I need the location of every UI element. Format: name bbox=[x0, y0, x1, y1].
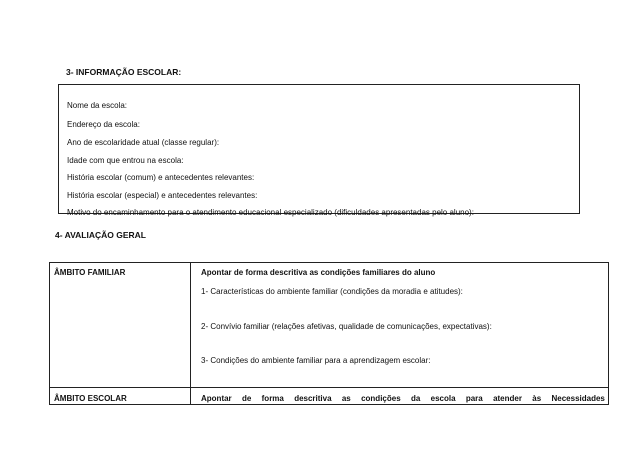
school-info-box bbox=[58, 84, 580, 217]
escolar-intro-word: para bbox=[465, 394, 483, 403]
column-divider bbox=[190, 263, 191, 404]
special-school-history-field: História escolar (especial) e antecedentes relevantes: bbox=[67, 191, 258, 200]
school-year-field: Ano de escolaridade atual (classe regular): bbox=[67, 138, 220, 147]
school-address-field: Endereço da escola: bbox=[67, 120, 140, 129]
familiar-item-2: 2- Convívio familiar (relações afetivas, qualidade de comunicações, expectativas): bbox=[201, 322, 492, 331]
school-name-field: Nome da escola: bbox=[67, 101, 128, 110]
escolar-intro-word: condições bbox=[361, 394, 401, 403]
evaluation-table bbox=[49, 262, 609, 405]
escolar-label: ÂMBITO ESCOLAR bbox=[54, 394, 127, 403]
escolar-intro-word: de bbox=[241, 394, 252, 403]
section-3-title: 3- INFORMAÇÃO ESCOLAR: bbox=[66, 67, 182, 77]
escolar-intro-word: às bbox=[532, 394, 542, 403]
escolar-intro bbox=[201, 394, 605, 403]
referral-reason-field: Motivo do encaminhamento para o atendimento educacional especializado (dificuldades apresentadas pelo aluno): bbox=[67, 208, 474, 217]
familiar-item-3: 3- Condições do ambiente familiar para a aprendizagem escolar: bbox=[201, 356, 431, 365]
escolar-intro-word: da bbox=[410, 394, 421, 403]
escolar-intro-word: Apontar bbox=[201, 394, 232, 403]
familiar-item-1: 1- Características do ambiente familiar (condições da moradia e atitudes): bbox=[201, 287, 463, 296]
familiar-intro: Apontar de forma descritiva as condições familiares do aluno bbox=[201, 268, 436, 277]
row-divider bbox=[50, 387, 608, 388]
escolar-intro-word: descritiva bbox=[294, 394, 332, 403]
familiar-label: ÂMBITO FAMILIAR bbox=[54, 268, 126, 277]
common-school-history-field: História escolar (comum) e antecedentes relevantes: bbox=[67, 173, 255, 182]
section-4-title: 4- AVALIAÇÃO GERAL bbox=[55, 230, 146, 240]
escolar-intro-word: forma bbox=[261, 394, 284, 403]
entry-age-field: Idade com que entrou na escola: bbox=[67, 156, 184, 165]
escolar-intro-word: as bbox=[341, 394, 351, 403]
escolar-intro-word: Necessidades bbox=[551, 394, 605, 403]
escolar-intro-word: atender bbox=[493, 394, 522, 403]
escolar-intro-word: escola bbox=[430, 394, 456, 403]
